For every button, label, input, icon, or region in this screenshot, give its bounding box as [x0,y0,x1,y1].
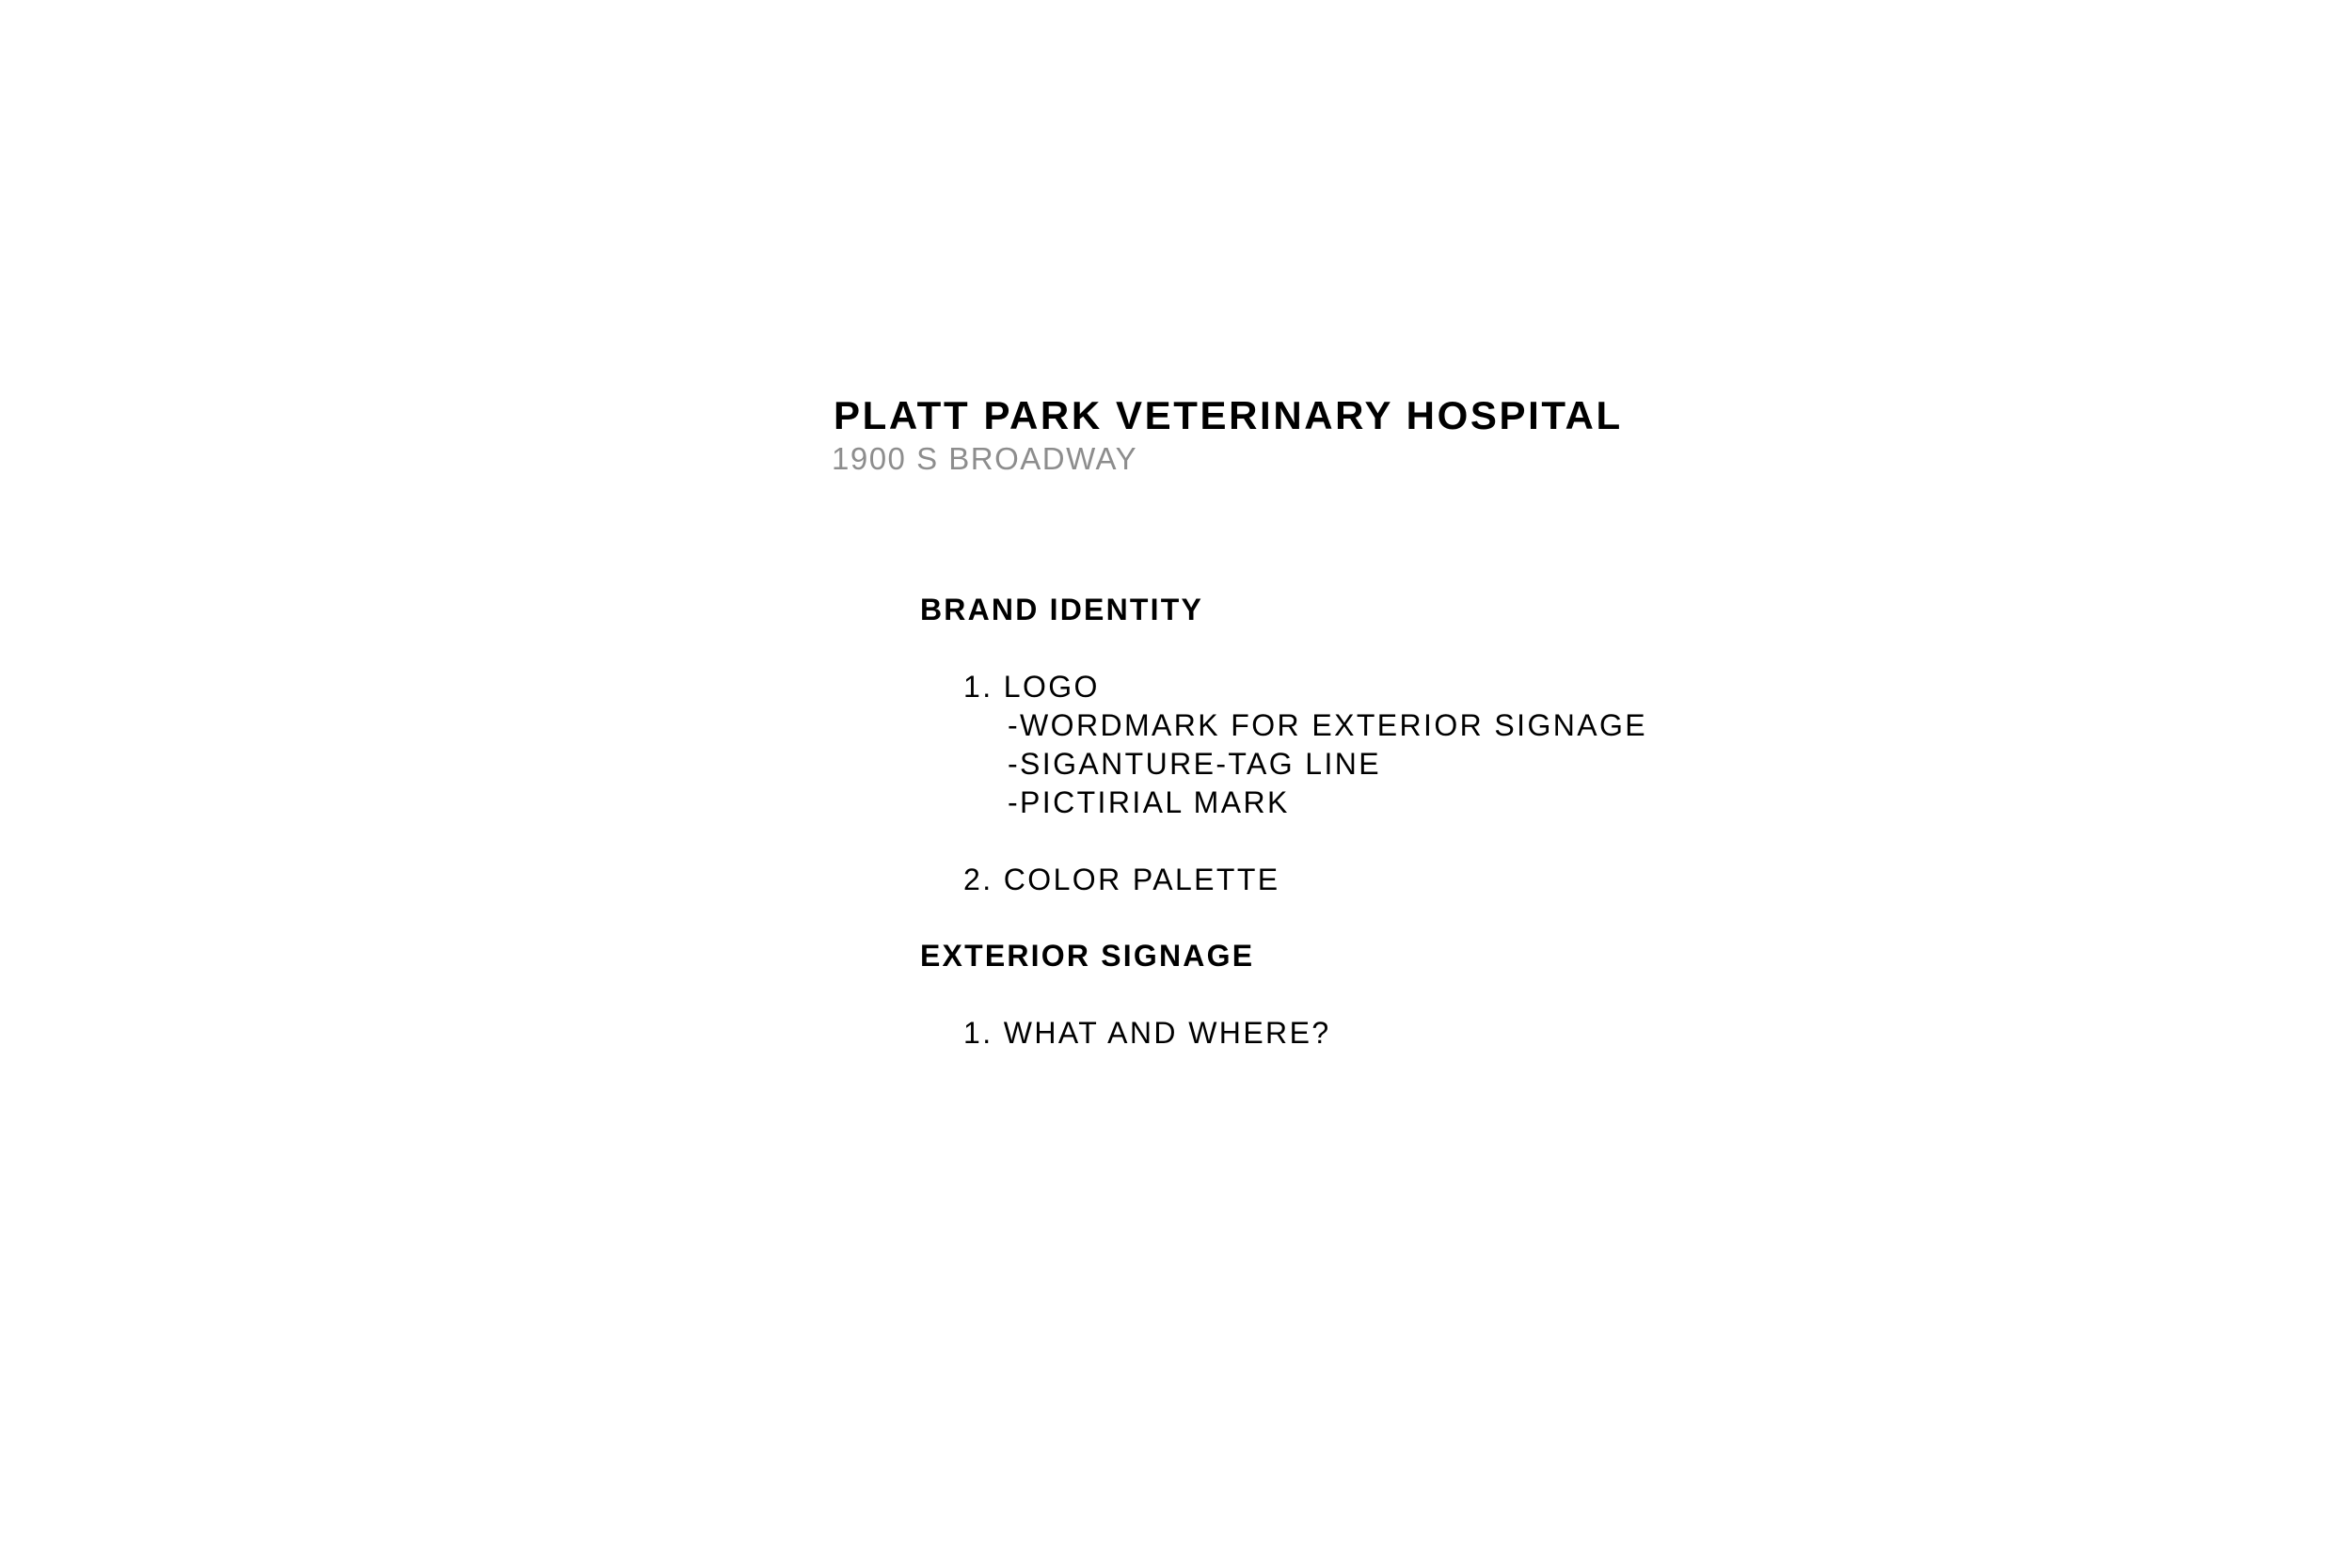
sub-item-wordmark: -WORDMARK FOR EXTERIOR SIGNAGE [1008,708,1648,742]
sub-item-signature-tag-line: -SIGANTURE-TAG LINE [1008,747,1382,781]
address-subtitle: 1900 S BROADWAY [832,441,1138,476]
page-title: PLATT PARK VETERINARY HOSPITAL [834,393,1623,437]
sub-item-pictorial-mark: -PICTIRIAL MARK [1008,785,1290,819]
list-item-logo: 1. LOGO [963,670,1100,704]
list-item-color-palette: 2. COLOR PALETTE [963,863,1280,896]
section-heading-brand-identity: BRAND IDENTITY [920,593,1204,626]
list-item-what-and-where: 1. WHAT AND WHERE? [963,1016,1331,1050]
section-heading-exterior-signage: EXTERIOR SIGNAGE [920,939,1255,973]
